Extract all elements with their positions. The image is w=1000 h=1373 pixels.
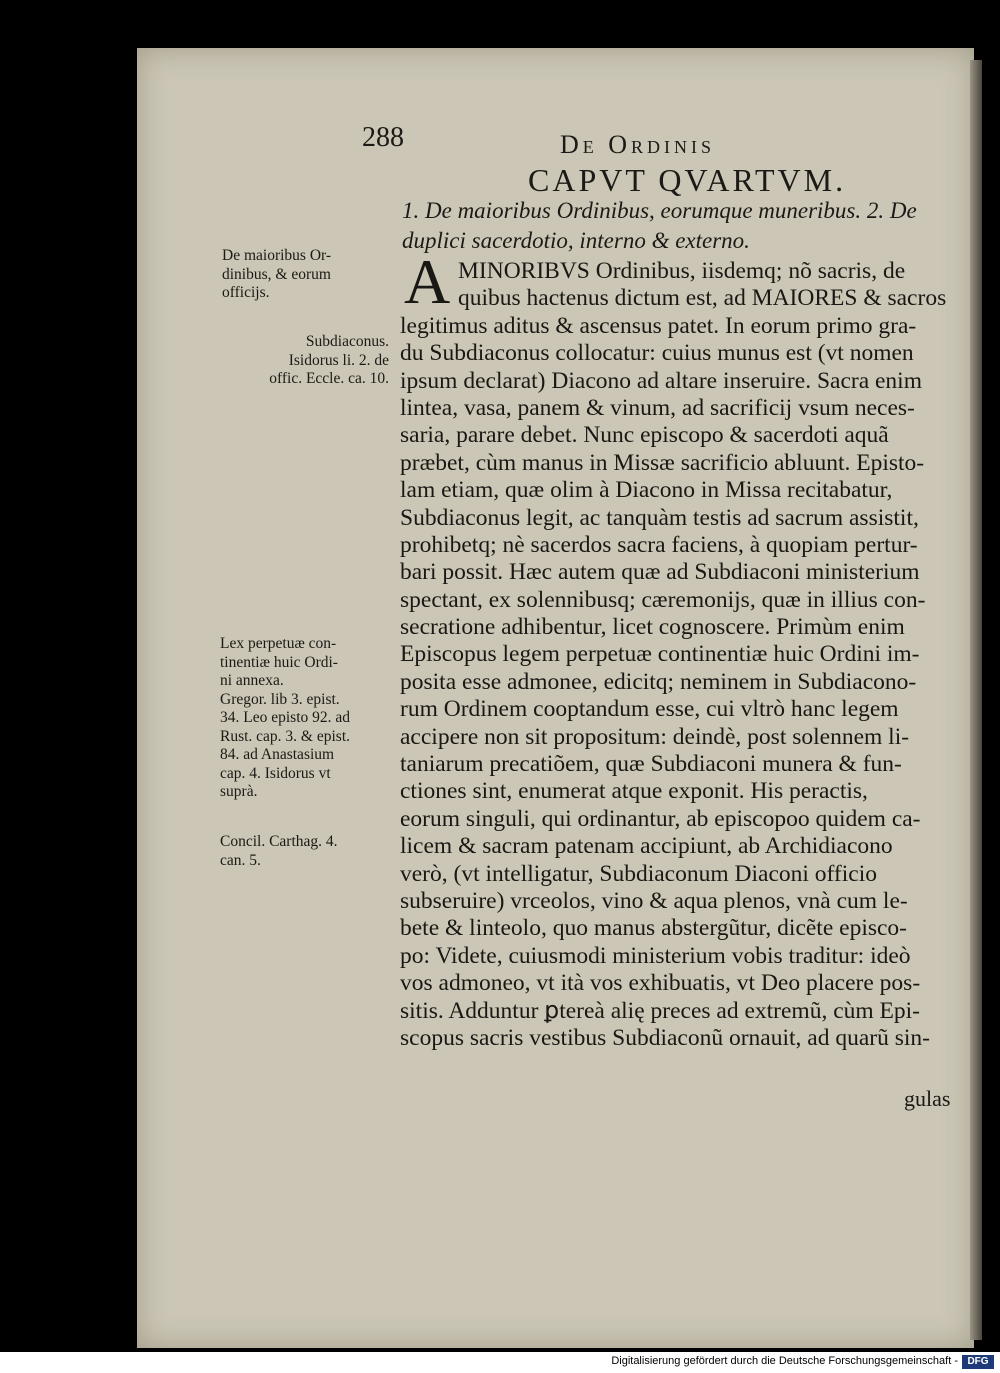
funding-credit: Digitalisierung gefördert durch die Deutsche Forschungsgemeinschaft - (611, 1355, 958, 1367)
text-line: eorum singuli, qui ordinantur, ab episcopoo quidem ca- (400, 805, 921, 832)
margin-note: Lex perpetuæ con- tinentiæ huic Ordi- ni annexa. Gregor. lib 3. epist. 34. Leo episto 92. ad Rust. cap. 3. & epist. 84. ad Anastasium cap. 4. Isidorus vt suprà. (220, 635, 351, 800)
page-edge (970, 60, 982, 1340)
text-line: bete & linteolo, quo manus abstergũtur, dicẽte episco- (400, 915, 908, 942)
text-line: præbet, cùm manus in Missæ sacrificio abluunt. Episto- (400, 449, 925, 476)
text-line: legitimus aditus & ascensus patet. In eorum primo gra- (400, 312, 917, 339)
text-line: po: Videte, cuiusmodi ministerium vobis traditur: ideò (400, 942, 911, 969)
body-text (400, 258, 960, 1052)
chapter-title: CAPVT QVARTVM. (528, 162, 847, 198)
margin-note: De maioribus Or- dinibus, & eorum officijs. (222, 247, 332, 301)
text-line: licem & sacram patenam accipiunt, ab Archidiacono (400, 833, 893, 860)
text-line: spectant, ex solennibusq; cæremonijs, quæ in illius con- (400, 586, 926, 613)
text-line: prohibetq; nè sacerdos sacra faciens, à quopiam pertur- (400, 531, 918, 558)
text-line: lintea, vasa, panem & vinum, ad sacrificij vsum neces- (400, 394, 915, 421)
text-line: sitis. Adduntur ꝑtereà alię preces ad extremũ, cùm Epi- (400, 997, 920, 1024)
text-line: ipsum declarat) Diacono ad altare inseruire. Sacra enim (400, 367, 922, 394)
text-line: saria, parare debet. Nunc episcopo & sacerdoti aquã (400, 422, 889, 449)
dfg-logo: DFG (962, 1355, 994, 1369)
text-line: lam etiam, quæ olim à Diacono in Missa recitabatur, (400, 477, 893, 504)
text-line: accipere non sit propositum: deindè, post solennem li- (400, 723, 910, 750)
text-line: verò, (vt intelligatur, Subdiaconum Diaconi officio (400, 860, 877, 887)
page-number: 288 (362, 122, 404, 153)
margin-note: Concil. Carthag. 4. can. 5. (220, 833, 338, 869)
text-line: subseruire) vrceolos, vino & aqua plenos, vnà cum le- (400, 887, 908, 914)
drop-cap: A (404, 246, 451, 317)
chapter-summary: 1. De maioribus Ordinibus, eorumque muneribus. 2. De duplici sacerdotio, interno & externo. (402, 198, 917, 253)
catchword: gulas (904, 1086, 951, 1111)
text-line: bari possit. Hæc autem quæ ad Subdiaconi ministerium (400, 559, 920, 586)
text-line: du Subdiaconus collocatur: cuius munus est (vt nomen (400, 340, 914, 367)
text-line: rum Ordinem cooptandum esse, cui vltrò hanc legem (400, 696, 899, 723)
text-line: Episcopus legem perpetuæ continentiæ huic Ordini im- (400, 641, 920, 668)
text-line: quibus hactenus dictum est, ad MAIORES & sacros (458, 285, 947, 312)
text-line: secratione adhibentur, licet cognoscere. Primùm enim (400, 614, 905, 641)
running-head: De Ordinis (560, 130, 716, 159)
margin-note: Subdiaconus. Isidorus li. 2. de offic. Eccle. ca. 10. (269, 333, 389, 387)
text-line: posita esse admonee, edicitq; neminem in Subdiacono- (400, 668, 917, 695)
text-line: Subdiaconus legit, ac tanquàm testis ad sacrum assistit, (400, 504, 919, 531)
text-line: ctiones sint, enumerat atque exponit. His peractis, (400, 778, 868, 805)
text-line: scopus sacris vestibus Subdiaconũ ornauit, ad quarũ sin- (400, 1024, 930, 1051)
text-line: vos admoneo, vt ità vos exhibuatis, vt Deo placere pos- (400, 970, 921, 997)
text-line: MINORIBVS Ordinibus, iisdemq; nõ sacris, de (458, 258, 906, 284)
footer-bar (0, 1352, 1000, 1373)
text-line: taniarum precatiõem, quæ Subdiaconi munera & fun- (400, 751, 902, 778)
